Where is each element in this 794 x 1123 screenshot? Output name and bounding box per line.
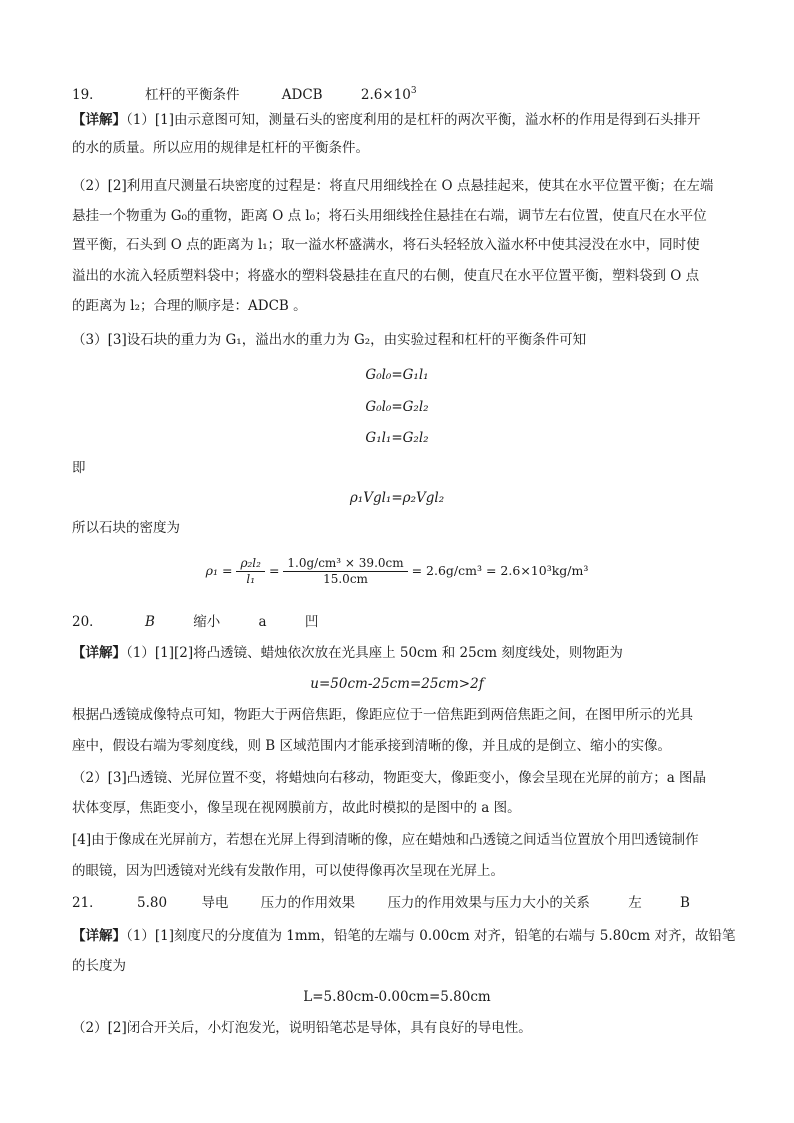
q21-answer-line [72,893,722,913]
fraction-1-denominator: l₁ [246,572,256,586]
q21-answer-6: B [680,895,690,911]
q21-detail-label: 【详解】 [72,928,126,944]
q21-answer-4: 压力的作用效果与压力大小的关系 [387,895,590,911]
q19-p2b: 悬挂一个物重为 G₀的重物，距离 O 点 l₀；将石头用细线拴住悬挂在右端，调节左右位置，使直尺在水平位 [72,208,707,224]
q20-detail-line-1 [72,643,722,663]
q19-answer-3-exp: 3 [410,86,417,96]
q21-answer-5: 左 [628,895,642,911]
fraction-2 [283,556,407,587]
fraction-1 [236,556,265,587]
q20-p4a: [4]由于像成在光屏前方，若想在光屏上得到清晰的像，应在蜡烛和凸透镜之间适当位置放个用凹透镜制作 [72,832,699,848]
q21-equation: L=5.80cm-0.00cm=5.80cm [303,989,491,1005]
q21-detail-line-1 [72,926,736,946]
q21-p1a: （1）[1]刻度尺的分度值为 1mm，铅笔的左端与 0.00cm 对齐，铅笔的右端与 5.80cm 对齐，故铅笔 [126,928,736,944]
q19-detail-label: 【详解】 [72,112,126,128]
q21-answer-2: 导电 [201,895,229,911]
q19-answer-line [72,81,722,105]
q19-p1b: 的水的质量。所以应用的规律是杠杆的平衡条件。 [72,140,369,156]
q19-equation-1: G₀l₀=G₁l₁ [365,367,429,383]
q20-answer-3: a [258,614,267,630]
q21-answer-3: 压力的作用效果 [260,895,356,911]
q19-answer-3-wrap [361,87,417,103]
q20-p3a: （2）[3]凸透镜、光屏位置不变，将蜡烛向右移动，物距变大，像距变小，像会呈现在光屏的前方；a 图晶 [72,770,707,786]
fraction-2-numerator: 1.0g/cm³ × 39.0cm [283,556,407,572]
q20-p4b: 的眼镜，因为凹透镜对光线有发散作用，可以使得像再次呈现在光屏上。 [72,863,504,879]
q19-detail-line-1 [72,110,722,130]
q20-p1: （1）[1][2]将凸透镜、蜡烛依次放在光具座上 50cm 和 25cm 刻度线处，则物距为 [126,645,623,661]
q19-answer-3: 2.6×10 [360,87,411,103]
q19-p3: （3）[3]设石块的重力为 G₁，溢出水的重力为 G₂，由实验过程和杠杆的平衡条件可知 [72,332,587,348]
density-result: = 2.6g/cm³ = 2.6×10³kg/m³ [411,563,589,578]
q21-p1b: 的长度为 [72,958,126,974]
q19-equation-4: ρ₁Vgl₁=ρ₂Vgl₂ [349,490,445,506]
q21-p2: （2）[2]闭合开关后，小灯泡发光，说明铅笔芯是导体，具有良好的导电性。 [72,1020,532,1036]
q19-p2c: 置平衡，石头到 O 点的距离为 l₁；取一溢水杯盛满水，将石头轻轻放入溢水杯中使其浸没在水中，同时使 [72,237,700,253]
q20-p2b: 座中，假设右端为零刻度线，则 B 区域范围内才能承接到清晰的像，并且成的是倒立、缩小的实像。 [72,738,672,754]
q21-number: 21． [72,895,103,911]
q19-number: 19． [72,87,103,103]
q19-p2a: （2）[2]利用直尺测量石块密度的过程是：将直尺用细线拴在 O 点悬挂起来，使其在水平位置平衡；在左端 [72,178,714,194]
q19-p1: （1）[1]由示意图可知，测量石头的密度利用的是杠杆的两次平衡，溢水杯的作用是得到石头排开 [126,112,701,128]
q20-answer-1: B [144,614,155,630]
q19-p2d: 溢出的水流入轻质塑料袋中；将盛水的塑料袋悬挂在直尺的右侧，使直尺在水平位置平衡，塑料袋到 O 点 [72,268,700,284]
q19-equation-3: G₁l₁=G₂l₂ [365,430,429,446]
q20-detail-label: 【详解】 [72,645,126,661]
q20-number: 20． [72,614,103,630]
q19-answer-2: ADCB [281,87,323,103]
q19-p2e: 的距离为 l₂；合理的顺序是：ADCB 。 [72,298,307,314]
q21-answer-1: 5.80 [136,895,168,911]
q19-density-intro: 所以石块的密度为 [72,520,180,536]
q20-answer-2: 缩小 [193,614,221,630]
q20-answer-4: 凹 [304,614,319,630]
q20-p2a: 根据凸透镜成像特点可知，物距大于两倍焦距，像距应位于一倍焦距到两倍焦距之间，在图甲所示的光具 [72,707,693,723]
density-lhs: ρ₁ = [205,563,233,578]
q19-answer-1: 杠杆的平衡条件 [144,87,240,103]
q20-answer-line [72,612,722,632]
q19-equation-2: G₀l₀=G₂l₂ [365,399,429,415]
q19-density-formula: ρ₁ = $\frac{\text{ρ₂l₂}}{\text{l₁}}$ = $\frac{\text{1.0g/cm³ × 39.0cm}}{15.0cm}$ = 2.6g/cm³ = 2.6×10³kg/m³ [205,556,589,586]
q20-p3b: 状体变厚，焦距变小，像呈现在视网膜前方，故此时模拟的是图中的 a 图。 [72,800,521,816]
fraction-2-denominator: 15.0cm [323,572,368,586]
q19-ji: 即 [72,460,86,476]
fraction-1-numerator: ρ₂l₂ [236,556,265,572]
q20-equation: u=50cm-25cm=25cm>2f [310,676,484,692]
